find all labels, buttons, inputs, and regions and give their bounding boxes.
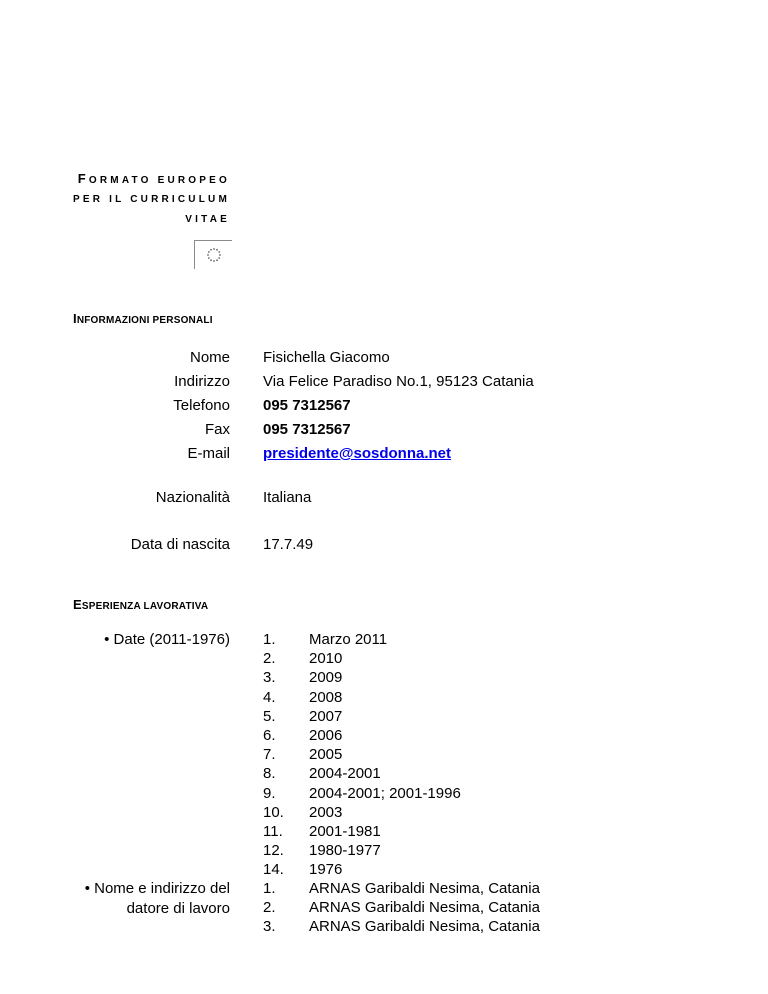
list-text: 2003 <box>309 803 343 821</box>
value-fax: 095 7312567 <box>263 421 351 438</box>
list-number: 1. <box>263 880 276 897</box>
section-title-rest: SPERIENZA LAVORATIVA <box>81 601 209 612</box>
list-number: 12. <box>263 842 284 860</box>
list-number: 1. <box>263 631 276 648</box>
list-item <box>263 803 461 822</box>
cv-title-line-1 <box>30 171 230 186</box>
list-text: 2006 <box>309 727 343 745</box>
list-text: 1976 <box>309 861 343 879</box>
list-text: ARNAS Garibaldi Nesima, Catania <box>309 918 540 936</box>
list-number: 2. <box>263 899 276 917</box>
dates-list <box>263 630 461 880</box>
cv-title-line-2: PER IL CURRICULUM <box>73 194 230 205</box>
section-title-experience <box>73 597 233 612</box>
list-number: 5. <box>263 707 276 725</box>
list-item <box>263 726 461 745</box>
list-text: 2004-2001; 2001-1996 <box>309 784 461 802</box>
list-number: 3. <box>263 669 276 687</box>
list-number: 6. <box>263 727 276 745</box>
list-item <box>263 707 461 726</box>
value-nazionalita: Italiana <box>263 489 312 506</box>
list-text: ARNAS Garibaldi Nesima, Catania <box>309 899 540 917</box>
label-date: • Date (2011-1976) <box>104 631 230 648</box>
list-number: 14. <box>263 861 284 879</box>
cv-title-line-3: VITAE <box>185 214 230 225</box>
value-email <box>263 444 451 463</box>
list-item <box>263 688 461 707</box>
value-telefono: 095 7312567 <box>263 397 351 414</box>
value-data-nascita: 17.7.49 <box>263 536 314 553</box>
list-number: 11. <box>263 823 283 841</box>
list-text: 2001-1981 <box>309 823 381 841</box>
list-text: 2007 <box>309 707 343 725</box>
list-item <box>263 822 461 841</box>
list-item <box>263 860 461 879</box>
label-data-nascita: Data di nascita <box>130 536 230 553</box>
list-text: ARNAS Garibaldi Nesima, Catania <box>309 880 540 897</box>
value-indirizzo: Via Felice Paradiso No.1, 95123 Catania <box>263 373 534 390</box>
cv-title-rest: ORMATO EUROPEO <box>88 175 230 186</box>
label-datore-line-2: datore di lavoro <box>126 900 230 917</box>
label-nome: Nome <box>189 349 230 366</box>
label-fax: Fax <box>204 421 230 438</box>
section-title-initial: I <box>73 311 77 326</box>
label-datore-line-1: • Nome e indirizzo del <box>84 880 230 897</box>
list-text: 2009 <box>309 669 343 687</box>
list-number: 2. <box>263 650 276 668</box>
section-title-personal <box>73 311 233 326</box>
eu-flag-icon <box>194 240 232 269</box>
section-title-initial: E <box>73 597 82 612</box>
list-number: 9. <box>263 784 276 802</box>
list-item <box>263 841 461 860</box>
cv-title-initial: F <box>77 171 89 186</box>
list-item <box>263 764 461 783</box>
list-text: 2004-2001 <box>309 765 381 783</box>
list-item <box>263 668 461 687</box>
label-nazionalita: Nazionalità <box>155 489 230 506</box>
list-number: 4. <box>263 688 276 706</box>
list-text: 2005 <box>309 746 343 764</box>
label-indirizzo: Indirizzo <box>174 373 230 390</box>
list-number: 7. <box>263 746 276 764</box>
list-item <box>263 917 540 936</box>
employers-list <box>263 879 540 937</box>
list-text: 2008 <box>309 688 343 706</box>
list-item <box>263 745 461 764</box>
list-number: 8. <box>263 765 276 783</box>
label-telefono: Telefono <box>173 397 230 414</box>
section-title-rest: NFORMAZIONI PERSONALI <box>76 315 213 326</box>
list-text: 2010 <box>309 650 343 668</box>
list-number: 10. <box>263 803 284 821</box>
list-item <box>263 879 540 898</box>
list-text: Marzo 2011 <box>309 631 388 648</box>
email-link[interactable]: presidente@sosdonna.net <box>263 445 451 462</box>
list-number: 3. <box>263 918 276 936</box>
list-item <box>263 784 461 803</box>
value-nome: Fisichella Giacomo <box>263 349 390 366</box>
list-text: 1980-1977 <box>309 842 381 860</box>
list-item <box>263 630 461 649</box>
list-item <box>263 898 540 917</box>
list-item <box>263 649 461 668</box>
label-email: E-mail <box>187 445 230 462</box>
